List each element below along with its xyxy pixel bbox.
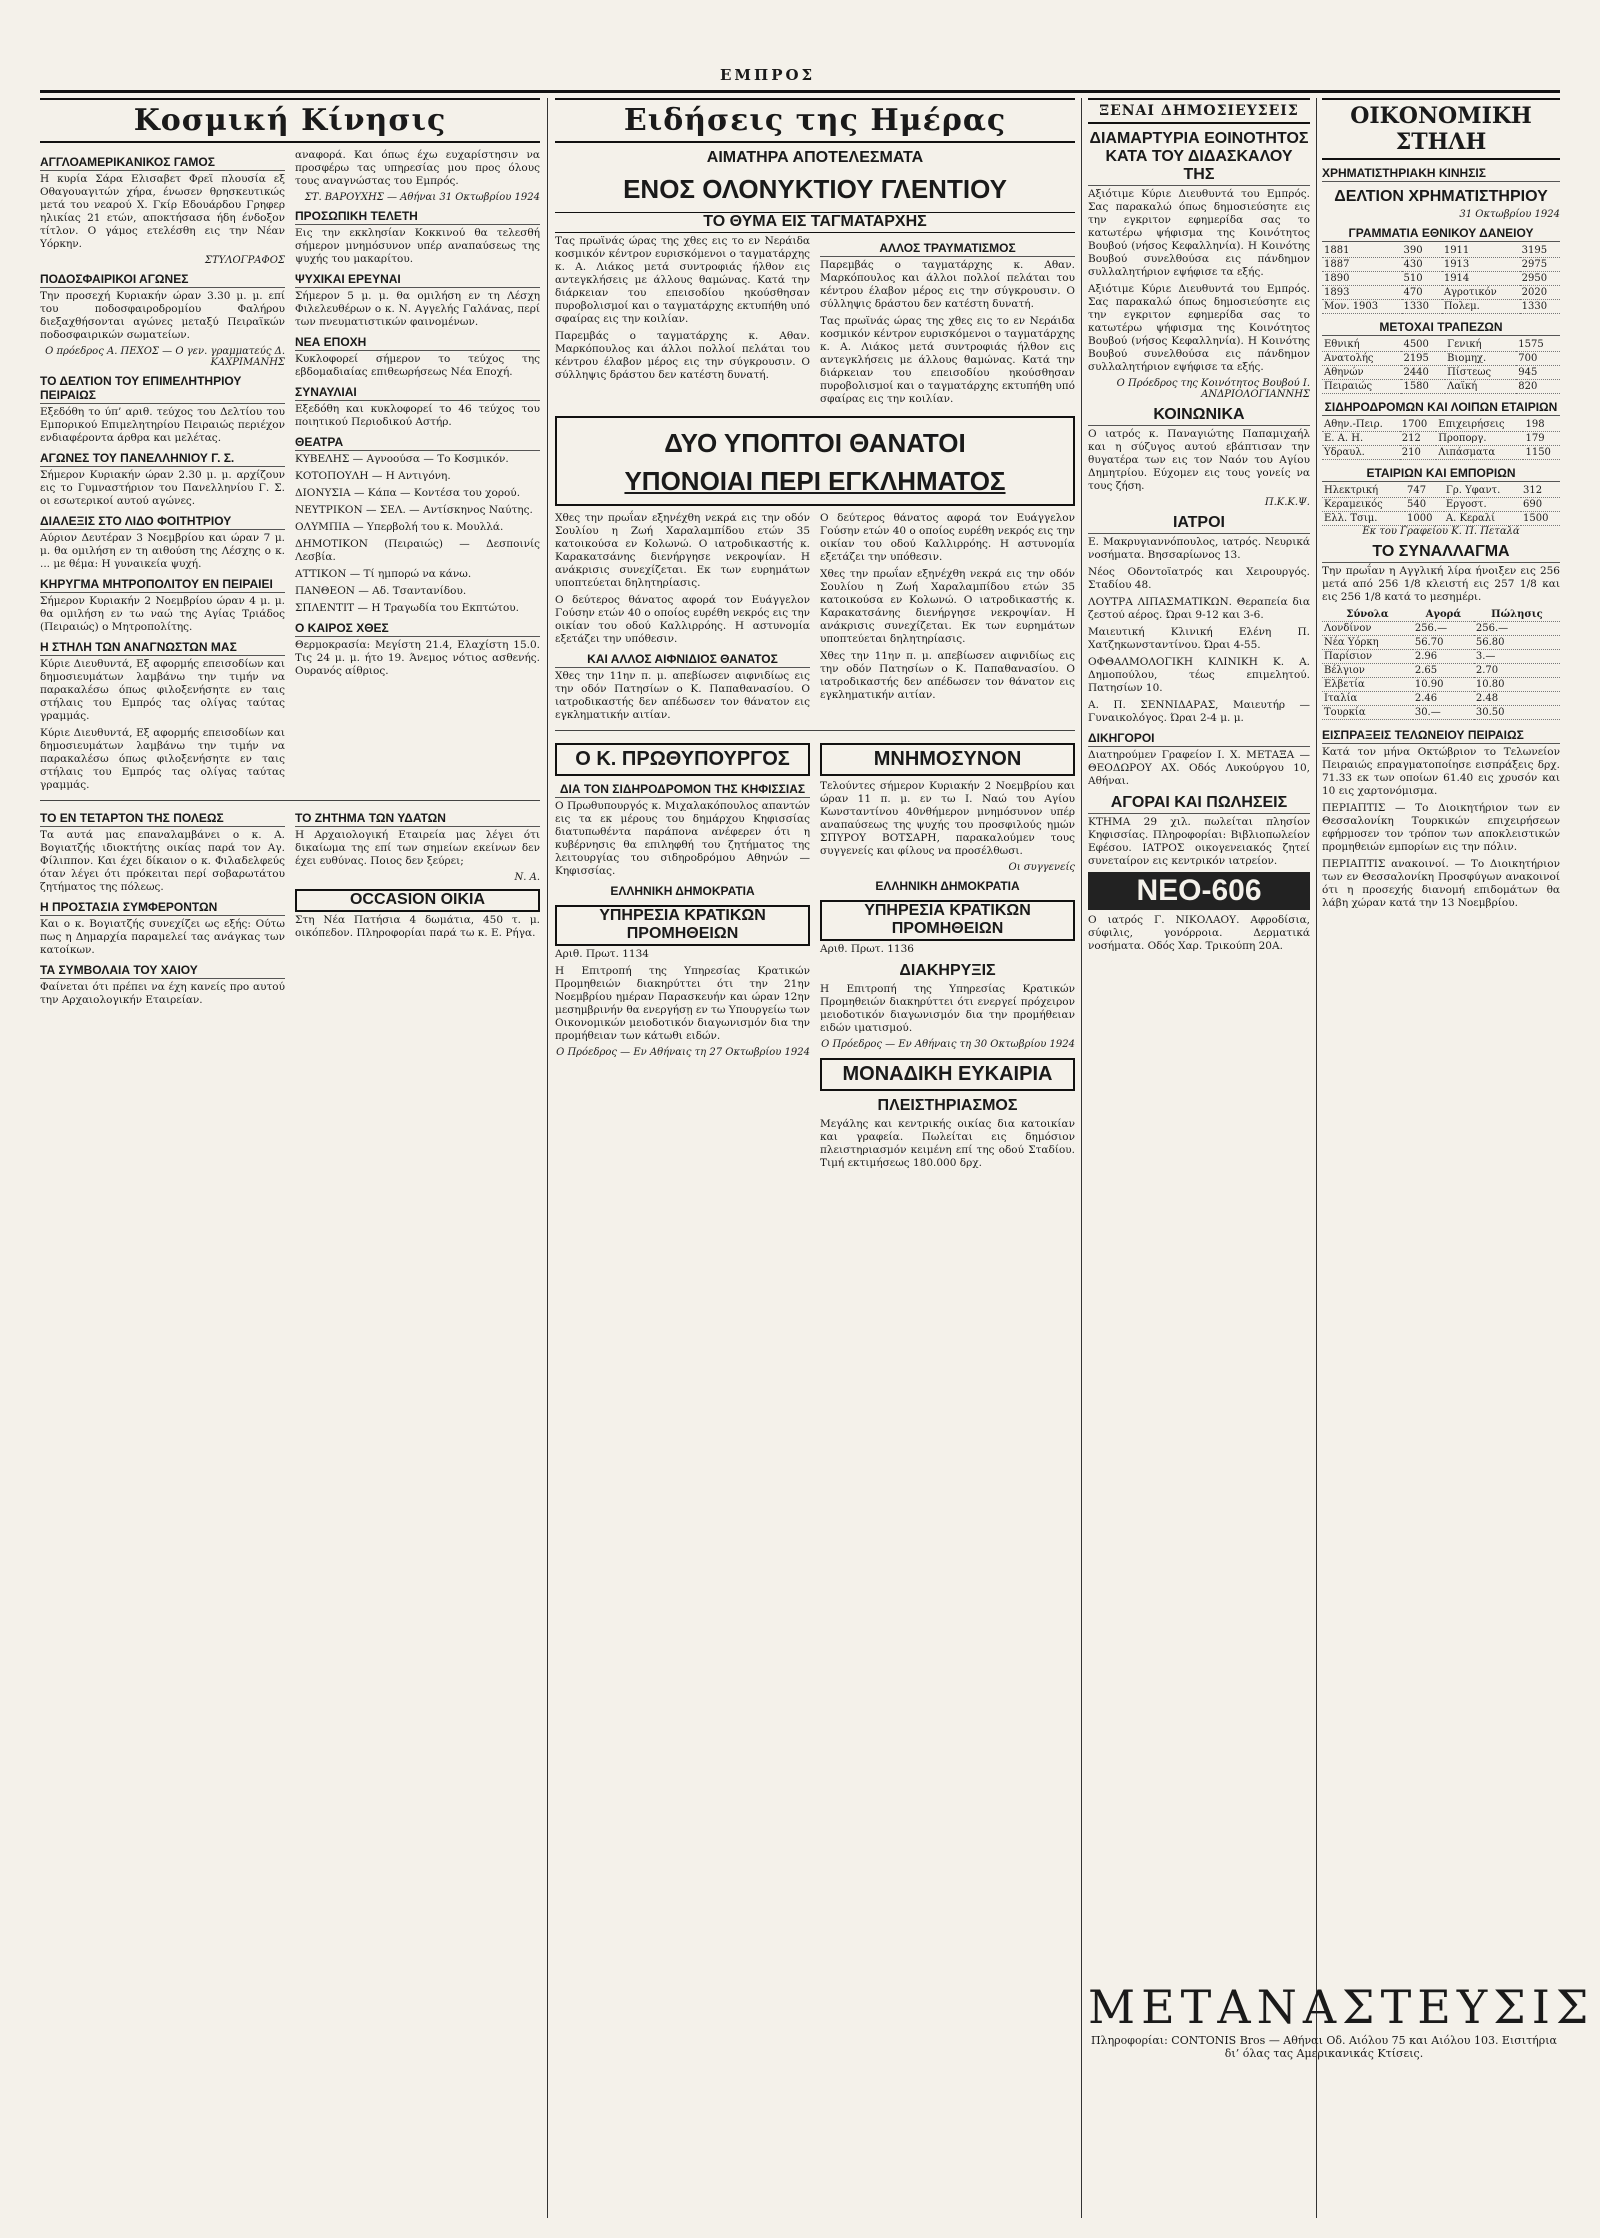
death-title: ΔΥΟ ΥΠΟΠΤΟΙ ΘΑΝΑΤΟΙ (664, 428, 966, 458)
table-row (1322, 258, 1560, 272)
table-row (1322, 418, 1560, 432)
table-cell: Ιταλία (1322, 692, 1413, 706)
emigration-title: ΜΕΤΑΝΑΣΤΕΥΣΙΣ (1088, 1980, 1595, 2034)
article-title: Η ΠΡΟΣΤΑΣΙΑ ΣΥΜΦΕΡΟΝΤΩΝ (40, 900, 285, 916)
table-cell: 256.— (1413, 622, 1474, 636)
divider (555, 730, 1075, 731)
table-cell: 2.46 (1413, 692, 1474, 706)
pm-title: Ο Κ. ΠΡΩΘΥΠΟΥΡΓΟΣ (555, 743, 810, 776)
section-title: ΟΙΚΟΝΟΜΙΚΗ ΣΤΗΛΗ (1322, 98, 1560, 160)
table-cell: 1500 (1521, 512, 1560, 526)
table-cell: Βιομηχ. (1445, 352, 1516, 366)
table-cell: Γενική (1445, 338, 1516, 352)
decl-title: ΥΠΗΡΕΣΙΑ ΚΡΑΤΙΚΩΝ ΠΡΟΜΗΘΕΙΩΝ (555, 905, 810, 946)
article-signature: Ο Πρόεδρος της Κοινότητος Βουβού Ι. ΑΝΔΡΙΟΛΟΓΙΑΝΝΗΣ (1116, 378, 1310, 400)
doctor-item: Α. Π. ΣΕΝΝΙΔΑΡΑΣ, Μαιευτήρ — Γυναικολόγος. Ώραι 2-4 μ. μ. (1088, 699, 1310, 724)
article-text: Διατηρούμεν Γραφείον Ι. Χ. ΜΕΤΑΞΑ — ΘΕΟΔΩΡΟΥ ΑΧ. Οδός Λυκούργου 10, Αθήναι. (1088, 749, 1310, 787)
table-row (1322, 286, 1560, 300)
table-cell: 1700 (1400, 418, 1437, 432)
lead-text: Τας πρωϊνάς ώρας της χθες εις το εν Νεράιδα κοσμικόν κέντρον ευρισκόμενοι ο ταγματάρχης κ. Α. Λιάκος μετά συντροφιάς ήλθον εις αντεγκλήσεις με άλλους θαμώνας. Κατά την διάρκειαν του επεισοδίου ηκούσθησαν πυροβολισμοί και ο ταγματάρχης εκτυπήθη υπό σφαίρας εις την κοιλίαν. (555, 235, 810, 325)
article-title: ΑΓΓΛΟΑΜΕΡΙΚΑΝΙΚΟΣ ΓΑΜΟΣ (40, 155, 285, 171)
source-note: Εκ του Γραφείου Κ. Π. Πεταλά (1362, 526, 1520, 537)
article-text: Εξεδόθη το ύπ’ αριθ. τεύχος του Δελτίου του Εμπορικού Επιμελητηρίου Πειραιώς περιέχον ενδιαφέροντα άρθρα και μελέτας. (40, 406, 285, 444)
article-text: Σήμερον 5 μ. μ. θα ομιλήση εν τη Λέσχη Φιλελευθέρων ο κ. Ν. Αγγελής Γαλάνας, περί των πνευματιστικών φαινομένων. (295, 290, 540, 328)
article-title: ΣΥΝΑΥΛΙΑΙ (295, 385, 540, 401)
table-cell: Βέλγιον (1322, 664, 1413, 678)
article-text: Θερμοκρασία: Μεγίστη 21.4, Ελαχίστη 15.0. Τις 24 μ. μ. ήτο 19. Άνεμος νότιος ασθενής. Ουρανός αίθριος. (295, 639, 540, 677)
table-row (1322, 678, 1560, 692)
article-signature: Π.Κ.Κ.Ψ. (1264, 497, 1310, 508)
table-cell: 820 (1516, 380, 1560, 394)
table-cell: 1575 (1516, 338, 1560, 352)
table-row (1322, 446, 1560, 460)
table-cell: Τουρκία (1322, 706, 1413, 720)
fx-header: Πώλησις (1474, 608, 1560, 622)
article-text: ΚΤΗΜΑ 29 χιλ. πωλείται πλησίον Κηφισσίας. Πληροφορίαι: Βιβλιοπωλείον Εφέσου. ΙΑΤΡΟΣ οικογενειακός ζητεί συνεταίρον εις κεντρικόν ιατρείον. (1088, 816, 1310, 867)
table-row (1322, 484, 1560, 498)
article-text: Σήμερον Κυριακήν 2 Νοεμβρίου ώραν 4 μ. μ. θα ομιλήση εν τω ναώ της Αγίας Τριάδος (Πειραιώς) ο Μητροπολίτης. (40, 595, 285, 633)
decl-text: Η Επιτροπή της Υπηρεσίας Κρατικών Προμηθειών διακηρύττει ότι ενεργεί πρόχειρον μειοδοτικόν διαγωνισμόν δια την προμήθειαν ειδών ιματισμού. (820, 983, 1075, 1034)
fx-header: Σύνολα (1322, 608, 1413, 622)
table-row (1322, 366, 1560, 380)
table-cell: 312 (1521, 484, 1560, 498)
article-signature: ΣΤ. ΒΑΡΟΥΧΗΣ — Αθήναι 31 Οκτωβρίου 1924 (304, 192, 540, 203)
article-text: Τα αυτά μας επαναλαμβάνει ο κ. Α. Βογιατζής ιδιοκτήτης οικίας παρά τον Αγ. Φίλιππον. Και έχει δίκαιον ο κ. Φιλαδελφεύς όταν λέγει ότι πρόκειται περί σοβαρωτάτου ζητήματος της πόλεως. (40, 829, 285, 893)
article-title: ΤΟ ΖΗΤΗΜΑ ΤΩΝ ΥΔΑΤΩΝ (295, 811, 540, 827)
article-title: ΤΟ ΔΕΛΤΙΟΝ ΤΟΥ ΕΠΙΜΕΛΗΤΗΡΙΟΥ ΠΕΙΡΑΙΩΣ (40, 374, 285, 404)
table-cell: 2.48 (1474, 692, 1560, 706)
theatre-item: ΔΙΟΝΥΣΙΑ — Κάπα — Κοντέσα του χορού. (295, 487, 521, 499)
table-cell: 179 (1523, 432, 1560, 446)
decl-num: Αριθ. Πρωτ. 1134 (555, 948, 649, 960)
table-cell: 1890 (1322, 272, 1402, 286)
table-cell: 700 (1516, 352, 1560, 366)
table-cell: 430 (1402, 258, 1442, 272)
article-title: ΔΙΑΛΕΞΙΣ ΣΤΟ ΛΙΔΟ ΦΟΙΤΗΤΡΙΟΥ (40, 514, 285, 530)
article-signature: Ν. Α. (514, 872, 540, 883)
table-row (1322, 498, 1560, 512)
theatre-item: ΚΟΤΟΠΟΥΛΗ — Η Αντιγόνη. (295, 470, 451, 482)
article-title: Ο ΚΑΙΡΟΣ ΧΘΕΣ (295, 621, 540, 637)
table-cell: 390 (1402, 244, 1442, 258)
article-text: Ο ιατρός κ. Παναγιώτης Παπαμιχαήλ και η σύζυγος αυτού εβάπτισαν την θυγατέρα των εις τον Ναόν του Αγίου Δημητρίου. Εύχομεν εις τους γονείς να τους ζήση. (1088, 428, 1310, 492)
decl-state: ΕΛΛΗΝΙΚΗ ΔΗΜΟΚΡΑΤΙΑ (610, 884, 755, 898)
table-cell: 4500 (1401, 338, 1445, 352)
table-cell: 1914 (1442, 272, 1520, 286)
table-cell: 2.65 (1413, 664, 1474, 678)
table-cell: 2975 (1520, 258, 1560, 272)
article-title: ΤΟ ΕΝ ΤΕΤΑΡΤΟΝ ΤΗΣ ΠΟΛΕΩΣ (40, 811, 285, 827)
decl-title: ΥΠΗΡΕΣΙΑ ΚΡΑΤΙΚΩΝ ΠΡΟΜΗΘΕΙΩΝ (820, 900, 1075, 941)
article-text: Αξιότιμε Κύριε Διευθυντά του Εμπρός. Σας παρακαλώ όπως δημοσιεύσητε εις την εγκριτον εφημερίδα σας το κατωτέρω ψήφισμα της Κοινότητος Βουβού (νήσος Κεφαλληνία). Η Κοινότης Βουβού συνελθούσα εις πάνδημον συλλαλητήριον εψήφισε τα εξής. (1088, 188, 1310, 278)
table-cell: 2.70 (1474, 664, 1560, 678)
table-cell: Λιπάσματα (1436, 446, 1523, 460)
fx-text: Την πρωΐαν η Αγγλική λίρα ήνοιξεν εις 256 μετά από 256 1/8 κλειστή εις 257 1/8 και εις 256 1/8 κατά το μεσημέρι. (1322, 565, 1560, 603)
bulletin-date: 31 Οκτωβρίου 1924 (1459, 209, 1560, 220)
section-title: Κοσμική Κίνησις (40, 98, 540, 143)
table-cell: Αθην.-Πειρ. (1322, 418, 1400, 432)
death-subtitle: ΥΠΟΝΟΙΑΙ ΠΕΡΙ ΕΓΚΛΗΜΑΤΟΣ (624, 466, 1006, 496)
column-rule (1316, 98, 1317, 2218)
emigration-ad (1088, 1980, 1595, 2060)
theatre-item: ΚΥΒΕΛΗΣ — Αγνοούσα — Το Κοσμικόν. (295, 453, 509, 465)
table-title: ΓΡΑΜΜΑΤΙΑ ΕΘΝΙΚΟΥ ΔΑΝΕΙΟΥ (1322, 226, 1560, 242)
table-cell: Παρίσιον (1322, 650, 1413, 664)
companies-table (1322, 484, 1560, 526)
table-cell: Λονδίνον (1322, 622, 1413, 636)
article-text: Αύριον Δευτέραν 3 Νοεμβρίου και ώραν 7 μ. μ. θα ομιλήση εν τη αιθούση της Λέσχης ο κ. ... με θέμα: Η γυναικεία ψυχή. (40, 532, 285, 570)
fx-table (1322, 608, 1560, 720)
table-cell: Εργοστ. (1444, 498, 1521, 512)
table-cell: Λαϊκή (1445, 380, 1516, 394)
table-cell: 30.— (1413, 706, 1474, 720)
railways-table (1322, 418, 1560, 460)
ad-text: Ο ιατρός Γ. ΝΙΚΟΛΑΟΥ. Αφροδίσια, σύφιλις, γονόρροια. Δερματικά νοσήματα. Οδός Χαρ. Τρικούπη 20Α. (1088, 914, 1310, 952)
theatre-item: ΝΕΥΤΡΙΚΟΝ — ΣΕΛ. — Αντίσκηνος Ναύτης. (295, 504, 533, 516)
table-cell: 747 (1405, 484, 1444, 498)
article-text: Κύριε Διευθυντά, Εξ αφορμής επεισοδίων και δημοσιευμάτων λαμβάνω την τιμήν να παρακαλέσω όπως φιλοξενήσητε εν ταις στήλαις του Εμπρός τας ολίγας ταύτας γραμμάς. (40, 727, 285, 791)
table-cell: 1330 (1520, 300, 1560, 314)
article-title: ΑΓΩΝΕΣ ΤΟΥ ΠΑΝΕΛΛΗΝΙΟΥ Γ. Σ. (40, 451, 285, 467)
column-notices (1088, 98, 1310, 2218)
table-cell: 1913 (1442, 258, 1520, 272)
decl-kicker: ΔΙΑΚΗΡΥΞΙΣ (899, 962, 996, 979)
masthead (40, 66, 1560, 93)
table-cell: 2195 (1401, 352, 1445, 366)
death-text: Χθες την πρωΐαν εξηνέχθη νεκρά εις την οδόν Σουλίου η Ζωή Χαραλαμπίδου ετών 35 κατοικούσα εν Κολωνώ. Ο ιατροδικαστής κ. Καρακατσάνης διενήργησε νεκροψίαν. Η ανάκρισις συνεχίζεται. Εκ των ευρημάτων υποπτεύεται δηλητηρίασις. (555, 512, 810, 589)
article-title: ΚΟΙΝΩΝΙΚΑ (1088, 406, 1310, 426)
memorial-text: Τελούντες σήμερον Κυριακήν 2 Νοεμβρίου και ώραν 11 π. μ. εν τω Ι. Ναώ του Αγίου Κωνσταντίνου 40νθήμερον μνημόσυνον υπέρ αναπαύσεως της ψυχής του προσφιλούς ημών ΣΠΥΡΟΥ ΒΟΤΣΑΡΗ, παρακαλούμεν τους συγγενείς και φίλους να προσέλθωσι. (820, 780, 1075, 857)
table-cell: Υδραυλ. (1322, 446, 1400, 460)
article-title: ΨΥΧΙΚΑΙ ΕΡΕΥΝΑΙ (295, 272, 540, 288)
table-cell: 56.70 (1413, 636, 1474, 650)
newspaper-page (40, 20, 1595, 2220)
lead-title: ΕΝΟΣ ΟΛΟΝΥΚΤΙΟΥ ΓΛΕΝΤΙΟΥ (623, 174, 1007, 204)
decl-state: ΕΛΛΗΝΙΚΗ ΔΗΜΟΚΡΑΤΙΑ (875, 879, 1020, 893)
table-row (1322, 664, 1560, 678)
exchange-subtitle: ΧΡΗΜΑΤΙΣΤΗΡΙΑΚΗ ΚΙΝΗΣΙΣ (1322, 166, 1560, 182)
table-cell: Κεραμεικός (1322, 498, 1405, 512)
decl-sig: Ο Πρόεδρος — Εν Αθήναις τη 27 Οκτωβρίου 1924 (556, 1047, 810, 1058)
table-title: ΜΕΤΟΧΑΙ ΤΡΑΠΕΖΩΝ (1322, 320, 1560, 336)
table-cell: 690 (1521, 498, 1560, 512)
table-row (1322, 432, 1560, 446)
doctor-item: ΟΦΘΑΛΜΟΛΟΓΙΚΗ ΚΛΙΝΙΚΗ Κ. Α. Δημοπούλου, τέως επιμελητού. Πατησίων 10. (1088, 656, 1310, 694)
table-cell: Πειραιώς (1322, 380, 1401, 394)
doctor-item: ΛΟΥΤΡΑ ΛΙΠΑΣΜΑΤΙΚΩΝ. Θεραπεία δια ζεστού αέρος. Ώραι 9-12 και 3-6. (1088, 596, 1310, 621)
doctor-item: Νέος Οδοντοϊατρός και Χειρουργός. Σταδίου 48. (1088, 566, 1310, 591)
table-row (1322, 706, 1560, 720)
article-title: ΠΟΔΟΣΦΑΙΡΙΚΟΙ ΑΓΩΝΕΣ (40, 272, 285, 288)
table-title: ΕΤΑΙΡΙΩΝ ΚΑΙ ΕΜΠΟΡΙΩΝ (1322, 466, 1560, 482)
article-text: Κυκλοφορεί σήμερον το τεύχος της εβδομαδιαίας επιθεωρήσεως Νέα Εποχή. (295, 353, 540, 378)
doctor-item: Ε. Μακρυγιαννόπουλος, ιατρός. Νευρικά νοσήματα. Βησσαρίωνος 13. (1088, 536, 1310, 561)
article-title: ΚΗΡΥΓΜΑ ΜΗΤΡΟΠΟΛΙΤΟΥ ΕΝ ΠΕΙΡΑΙΕΙ (40, 577, 285, 593)
bonds-table (1322, 244, 1560, 314)
table-cell: Α. Κεραλί (1444, 512, 1521, 526)
notice-text: ΠΕΡΙΑΠΤΙΣ ανακοινοί. — Το Διοικητήριον των εν Θεσσαλονίκη Προσφύγων ανακοινοί ότι η προσεχής διανομή επιδομάτων θα λάβη χώραν κατά την 13 Νοεμβρίου. (1322, 858, 1560, 909)
lead-subtitle: ΤΟ ΘΥΜΑ ΕΙΣ ΤΑΓΜΑΤΑΡΧΗΣ (555, 212, 1075, 233)
theatre-item: ΔΗΜΟΤΙΚΟΝ (Πειραιώς) — Δεσποινίς Λεσβία. (295, 538, 540, 563)
table-cell: Ε. Α. Η. (1322, 432, 1400, 446)
decl-text: Η Επιτροπή της Υπηρεσίας Κρατικών Προμηθειών διακηρύττει ότι την 21ην Νοεμβρίου ημέραν Παρασκευήν και ώραν 12ην μεσημβρινήν θα ενεργήσῃ εν τω Υπουργείω των Οικονομικών μειοδοτικόν διαγωνισμόν δια την προμήθειαν των κάτωθι ειδών. (555, 965, 810, 1042)
table-cell: 1330 (1402, 300, 1442, 314)
article-title: ΔΙΑΜΑΡΤΥΡΙΑ ΕΟΙΝΟΤΗΤΟΣ ΚΑΤΑ ΤΟΥ ΔΙΔΑΣΚΑΛΟΥ ΤΗΣ (1088, 130, 1310, 186)
table-cell: 2440 (1401, 366, 1445, 380)
column-rule (547, 98, 548, 2218)
death-text: Χθες την πρωΐαν εξηνέχθη νεκρά εις την οδόν Σουλίου η Ζωή Χαραλαμπίδου ετών 35 κατοικούσα εν Κολωνώ. Ο ιατροδικαστής κ. Καρακατσάνης διενήργησε νεκροψίαν. Η ανάκρισις συνεχίζεται. Εκ των ευρημάτων υποπτεύεται δηλητηρίασις. (820, 568, 1075, 645)
table-row (1322, 650, 1560, 664)
table-cell: 2.96 (1413, 650, 1474, 664)
article-title: ΝΕΑ ΕΠΟΧΗ (295, 335, 540, 351)
pm-text: Ο Πρωθυπουργός κ. Μιχαλακόπουλος απαντών εις τα εκ μέρους του δημάρχου Κηφισσίας διατυπωθέντα παράπονα ανέφερεν ότι η κυβέρνησις θα επιληφθή του ζητήματος της λειτουργίας του σιδηροδρόμου Αθηνών — Κηφισσίας. (555, 800, 810, 877)
column-rule (1081, 98, 1082, 2218)
doctors-title: ΙΑΤΡΟΙ (1088, 514, 1310, 534)
column-social (40, 98, 540, 2218)
table-cell: 256.— (1474, 622, 1560, 636)
theatre-item: ΠΑΝΘΕΟΝ — Αδ. Τσαντανίδου. (295, 585, 467, 597)
table-row (1322, 300, 1560, 314)
banks-table (1322, 338, 1560, 394)
table-cell: Πολεμ. (1442, 300, 1520, 314)
table-cell: 2020 (1520, 286, 1560, 300)
table-cell: Νέα Υόρκη (1322, 636, 1413, 650)
theatres-title: ΘΕΑΤΡΑ (295, 435, 540, 451)
table-row (1322, 512, 1560, 526)
table-cell: Εθνική (1322, 338, 1401, 352)
table-cell: 56.80 (1474, 636, 1560, 650)
table-row (1322, 692, 1560, 706)
article-text: Την προσεχή Κυριακήν ώραν 3.30 μ. μ. επί του ποδοσφαιροδρομίου Φαλήρου διεξαχθήσονται αγώνες μεταξύ Πειραϊκών ποδοσφαιρικών σωματείων. (40, 290, 285, 341)
table-cell: 945 (1516, 366, 1560, 380)
table-cell: 3.— (1474, 650, 1560, 664)
auction-subtitle: ΠΛΕΙΣΤΗΡΙΑΣΜΟΣ (877, 1097, 1018, 1114)
auction-title: ΜΟΝΑΔΙΚΗ ΕΥΚΑΙΡΙΑ (820, 1058, 1075, 1091)
theatre-item: ΟΛΥΜΠΙΑ — Υπερβολή του κ. Μουλλά. (295, 521, 504, 533)
article-text: Και ο κ. Βογιατζής συνεχίζει ως εξής: Ούτω πως η Δημαρχία παραμελεί τας ανάγκας των κατοίκων. (40, 918, 285, 956)
table-cell: Ελλ. Τσιμ. (1322, 512, 1405, 526)
table-cell: 10.90 (1413, 678, 1474, 692)
table-cell: 470 (1402, 286, 1442, 300)
table-cell: 1580 (1401, 380, 1445, 394)
table-cell: 3195 (1520, 244, 1560, 258)
article-signature: Ο πρόεδρος Α. ΠΕΧΟΣ — Ο γεν. γραμματεύς Δ. ΚΑΧΡΙΜΑΝΗΣ (45, 346, 285, 368)
fx-header: Αγορά (1413, 608, 1474, 622)
theatre-item: ΑΤΤΙΚΟΝ — Τί ημπορώ να κάνω. (295, 568, 472, 580)
column-economy (1322, 98, 1560, 2218)
article-title: Η ΣΤΗΛΗ ΤΩΝ ΑΝΑΓΝΩΣΤΩΝ ΜΑΣ (40, 640, 285, 656)
table-cell: 1911 (1442, 244, 1520, 258)
article-text: Φαίνεται ότι πρέπει να έχη κανείς προ αυτού την Αρχαιολογικήν Εταιρείαν. (40, 981, 285, 1006)
section-title: ΞΕΝΑΙ ΔΗΜΟΣΙΕΥΣΕΙΣ (1088, 98, 1310, 124)
table-cell: Μον. 1903 (1322, 300, 1402, 314)
decl-num: Αριθ. Πρωτ. 1136 (820, 943, 914, 955)
memorial-sig: Οι συγγενείς (1008, 862, 1075, 873)
article-text: Αξιότιμε Κύριε Διευθυντά του Εμπρός. Σας παρακαλώ όπως δημοσιεύσητε εις την εγκριτον εφημερίδα σας το κατωτέρω ψήφισμα της Κοινότητος Βουβού (νήσος Κεφαλληνία). Η Κοινότης Βουβού συνελθούσα εις πάνδημον συλλαλητήριον εψήφισε τα εξής. (1088, 283, 1310, 373)
table-cell: Αθηνών (1322, 366, 1401, 380)
lead-text: Τας πρωϊνάς ώρας της χθες εις το εν Νεράιδα κοσμικόν κέντρον ευρισκόμενοι ο ταγματάρχης κ. Α. Λιάκος μετά συντροφιάς ήλθον εις αντεγκλήσεις με άλλους θαμώνας. Κατά την διάρκειαν του επεισοδίου ηκούσθησαν πυροβολισμοί και ο ταγματάρχης εκτυπήθη υπό σφαίρας εις την κοιλίαν. (820, 315, 1075, 405)
customs-text: Κατά τον μήνα Οκτώβριον το Τελωνείον Πειραιώς επραγματοποίησε εισπράξεις δρχ. 71.33 εκ των οποίων 61.40 εις χρυσόν και 10 εις χαρτονόμισμα. (1322, 746, 1560, 797)
table-cell: Ανατολής (1322, 352, 1401, 366)
article-text: Εξεδόθη και κυκλοφορεί το 46 τεύχος του ποιητικού Περιοδικού Αστήρ. (295, 403, 540, 428)
table-cell: 30.50 (1474, 706, 1560, 720)
lead-text: Παρεμβάς ο ταγματάρχης κ. Αθαν. Μαρκόπουλος και άλλοι πολλοί πελάται του κέντρου έλαβον μέρος εις την σύγκρουσιν. Ο σύλληψις δράστου δεν κατέστη δυνατή. (820, 259, 1075, 310)
article-text: αναφορά. Και όπως έχω ευχαρίστησιν να προσφέρω τας υπηρεσίας μου προς όλους τους αναγνώστας του Εμπρός. (295, 149, 540, 187)
ad-text: Στη Νέα Πατήσια 4 δωμάτια, 450 τ. μ. οικόπεδον. Πληροφορίαι παρά τω κ. Ε. Ρήγα. (295, 914, 540, 939)
column-news (555, 98, 1075, 2218)
section-title: Ειδήσεις της Ημέρας (555, 98, 1075, 143)
death-text: Χθες την 11ην π. μ. απεβίωσεν αιφνιδίως εις την οδόν Πατησίων ο Κ. Παπαθανασίου. Ο ιατροδικαστής δεν απέδωσεν τον θάνατον εις εγκληματικήν αιτίαν. (555, 670, 810, 721)
table-row (1322, 622, 1560, 636)
table-title: ΣΙΔΗΡΟΔΡΟΜΩΝ ΚΑΙ ΛΟΙΠΩΝ ΕΤΑΙΡΙΩΝ (1322, 400, 1560, 416)
table-row (1322, 244, 1560, 258)
doctor-item: Μαιευτική Κλινική Ελένη Π. Χατζηκωνσταντίνου. Ώραι 4-55. (1088, 626, 1310, 651)
death-subhead: ΚΑΙ ΑΛΛΟΣ ΑΙΦΝΙΔΙΟΣ ΘΑΝΑΤΟΣ (555, 652, 810, 668)
table-cell: 1893 (1322, 286, 1402, 300)
pm-subtitle: ΔΙΑ ΤΟΝ ΣΙΔΗΡΟΔΡΟΜΟΝ ΤΗΣ ΚΗΦΙΣΣΙΑΣ (555, 782, 810, 798)
table-row (1322, 380, 1560, 394)
table-cell: 210 (1400, 446, 1437, 460)
table-cell: 198 (1523, 418, 1560, 432)
memorial-title: ΜΝΗΜΟΣΥΝΟΝ (820, 743, 1075, 776)
notice-text: ΠΕΡΙΑΠΤΙΣ — Το Διοικητήριον των εν Θεσσαλονίκη Τουρκικών επιχειρήσεων εφήρμοσεν τον τρόπον των αποκλειστικών προμηθειών εμπορίων εις την πόλιν. (1322, 802, 1560, 853)
article-title: ΑΓΟΡΑΙ ΚΑΙ ΠΩΛΗΣΕΙΣ (1088, 794, 1310, 814)
table-cell: 10.80 (1474, 678, 1560, 692)
lead-subhead: ΑΛΛΟΣ ΤΡΑΥΜΑΤΙΣΜΟΣ (820, 241, 1075, 257)
bulletin-title: ΔΕΛΤΙΟΝ ΧΡΗΜΑΤΙΣΤΗΡΙΟΥ (1334, 188, 1548, 205)
table-cell: Γρ. Υφαντ. (1444, 484, 1521, 498)
table-cell: Επιχειρήσεις (1436, 418, 1523, 432)
death-text: Ο δεύτερος θάνατος αφορά τον Ευάγγελον Γούσην ετών 40 ο οποίος ευρέθη νεκρός εις την οικίαν του οδού Καλλιρρόης. Η αστυνομία εξετάζει την υπόθεσιν. (820, 512, 1075, 563)
lead-kicker: ΑΙΜΑΤΗΡΑ ΑΠΟΤΕΛΕΣΜΑΤΑ (706, 149, 924, 166)
theatre-item: ΣΠΛΕΝΤΙΤ — Η Τραγωδία του Εκπτώτου. (295, 602, 520, 614)
decl-sig: Ο Πρόεδρος — Εν Αθήναις τη 30 Οκτωβρίου 1924 (821, 1039, 1075, 1050)
table-cell: Προποργ. (1436, 432, 1523, 446)
article-text: Κύριε Διευθυντά, Εξ αφορμής επεισοδίων και δημοσιευμάτων λαμβάνω την τιμήν να παρακαλέσω όπως φιλοξενήσητε εν ταις στήλαις του Εμπρός τας ολίγας ταύτας γραμμάς. (40, 658, 285, 722)
ad-title: OCCASION ΟΙΚΙΑ (295, 889, 540, 912)
article-title: ΤΑ ΣΥΜΒΟΛΑΙΑ ΤΟΥ ΧΑΙΟΥ (40, 963, 285, 979)
table-row (1322, 352, 1560, 366)
lead-text: Παρεμβάς ο ταγματάρχης κ. Αθαν. Μαρκόπουλος και άλλοι πολλοί πελάται του κέντρου έλαβον μέρος εις την σύγκρουσιν. Ο σύλληψις δράστου δεν κατέστη δυνατή. (555, 330, 810, 381)
death-text: Ο δεύτερος θάνατος αφορά τον Ευάγγελον Γούσην ετών 40 ο οποίος ευρέθη νεκρός εις την οικίαν του οδού Καλλιρρόης. Η αστυνομία εξετάζει την υπόθεσιν. (555, 594, 810, 645)
masthead-title: ΕΜΠΡΟΣ (720, 66, 816, 84)
table-cell: Ηλεκτρική (1322, 484, 1405, 498)
table-row (1322, 338, 1560, 352)
divider (40, 800, 540, 801)
article-text: Η κυρία Σάρα Ελισαβετ Φρεϊ πλουσία εξ Οθαγουαγιτών χήρα, ένωσεν θρησκευτικώς μετά του νεαρού Χ. Γκίρ Εδουάρδου Γρηφερ ηλικίας 21 ετών, αποκτήσασα ήδη ένδοξον τίτλον. Ο γάμος ετελέσθη εις την Νέαν Υόρκην. (40, 173, 285, 250)
fx-title: ΤΟ ΣΥΝΑΛΛΑΓΜΑ (1322, 543, 1560, 563)
article-signature: ΣΤΥΛΟΓΡΑΦΟΣ (204, 255, 285, 266)
article-text: Η Αρχαιολογική Εταιρεία μας λέγει ότι δικαίωμα της επί των σημείων εκείνων δεν έχει ευθύνας. Ποιος δεν ξεύρει; (295, 829, 540, 867)
table-cell: 1881 (1322, 244, 1402, 258)
table-cell: Ελβετία (1322, 678, 1413, 692)
table-cell: 212 (1400, 432, 1437, 446)
death-text: Χθες την 11ην π. μ. απεβίωσεν αιφνιδίως εις την οδόν Πατησίων ο Κ. Παπαθανασίου. Ο ιατροδικαστής δεν απέδωσεν τον θάνατον εις εγκληματικήν αιτίαν. (820, 650, 1075, 701)
table-cell: 1000 (1405, 512, 1444, 526)
article-title: ΠΡΟΣΩΠΙΚΗ ΤΕΛΕΤΗ (295, 209, 540, 225)
auction-text: Μεγάλης και κεντρικής οικίας δια κατοικίαν και γραφεία. Πωλείται εις δημόσιον πλειστηριασμόν κειμένη επί της οδού Σταδίου. Τιμή εκτιμήσεως 180.000 δρχ. (820, 1118, 1075, 1169)
table-cell: 510 (1402, 272, 1442, 286)
customs-title: ΕΙΣΠΡΑΞΕΙΣ ΤΕΛΩΝΕΙΟΥ ΠΕΙΡΑΙΩΣ (1322, 728, 1560, 744)
table-cell: 540 (1405, 498, 1444, 512)
table-cell: Αγροτικόν (1442, 286, 1520, 300)
table-cell: 1150 (1523, 446, 1560, 460)
table-cell: 2950 (1520, 272, 1560, 286)
table-row (1322, 272, 1560, 286)
ad-neo-606: ΝΕΟ-606 (1088, 872, 1310, 910)
article-text: Σήμερον Κυριακήν ώραν 2.30 μ. μ. αρχίζουν εις το Γυμναστήριον του Πανελληνίου Γ. Σ. οι εσωτερικοί αυτού αγώνες. (40, 469, 285, 507)
article-text: Εις την εκκλησίαν Κοκκινού θα τελεσθή σήμερον μνημόσυνον υπέρ αναπαύσεως της ψυχής του μακαρίτου. (295, 227, 540, 265)
table-cell: 1887 (1322, 258, 1402, 272)
table-cell: Πίστεως (1445, 366, 1516, 380)
article-title: ΔΙΚΗΓΟΡΟΙ (1088, 731, 1310, 747)
emigration-sub: Πληροφορίαι: CONTONIS Bros — Αθήναι Οδ. Αιόλου 75 και Αιόλου 103. Εισιτήρια δι’ όλας τας Αμερικανικάς Κτίσεις. (1091, 2034, 1557, 2060)
table-row (1322, 636, 1560, 650)
